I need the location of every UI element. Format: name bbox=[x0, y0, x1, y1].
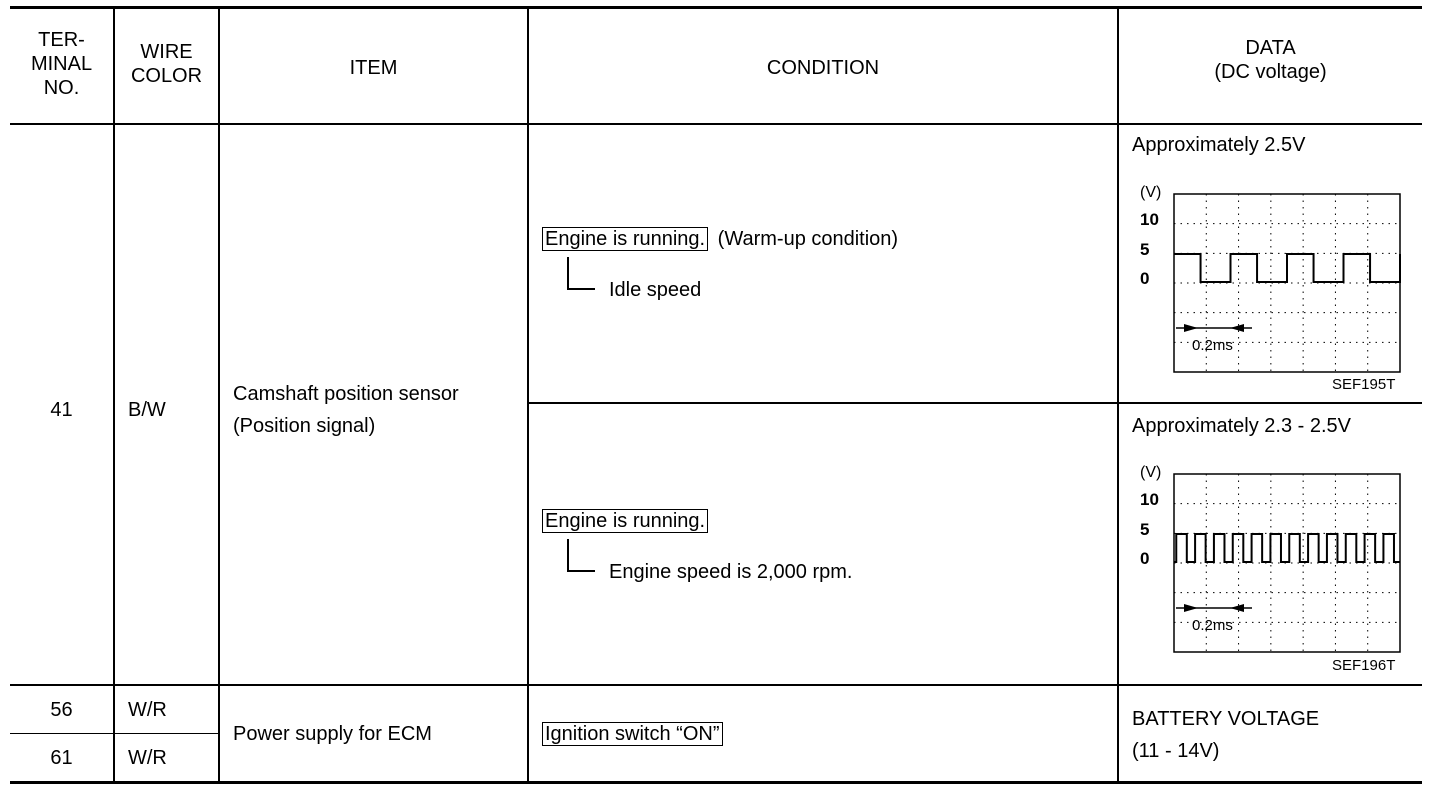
bracket-horiz-1 bbox=[567, 288, 595, 290]
figure-id-2: SEF196T bbox=[1332, 657, 1396, 674]
bracket-horiz-2 bbox=[567, 570, 595, 572]
scope-y-tick: 5 bbox=[1140, 240, 1150, 259]
header-data-line2: (DC voltage) bbox=[1214, 61, 1327, 83]
oscilloscope-waveform-2 bbox=[1130, 462, 1405, 657]
scope-time-label: 0.2ms bbox=[1192, 617, 1233, 634]
header-terminal-line2: MINAL bbox=[30, 53, 93, 75]
data-2-text: Approximately 2.3 - 2.5V bbox=[1132, 415, 1351, 437]
scope-waveform bbox=[1174, 254, 1400, 282]
scope-y-tick: 10 bbox=[1140, 490, 1159, 509]
battery-voltage-line1: BATTERY VOLTAGE bbox=[1132, 708, 1320, 730]
scope-y-tick: 5 bbox=[1140, 520, 1150, 539]
header-condition: CONDITION bbox=[766, 57, 880, 79]
condition-1-line bbox=[542, 227, 898, 251]
condition-divider bbox=[527, 402, 1422, 404]
warm-up-note: (Warm-up condition) bbox=[717, 228, 899, 250]
item-camshaft-line1: Camshaft position sensor bbox=[233, 383, 459, 405]
scope-unit-label: (V) bbox=[1140, 184, 1162, 201]
header-wire-line2: COLOR bbox=[130, 65, 203, 87]
wire-color-bw: B/W bbox=[128, 399, 166, 421]
engine-speed-2000: Engine speed is 2,000 rpm. bbox=[609, 561, 853, 583]
bracket-vert-2 bbox=[567, 539, 569, 571]
scope-unit-label: (V) bbox=[1140, 464, 1162, 481]
item-camshaft bbox=[233, 378, 459, 442]
header-terminal-line3: NO. bbox=[43, 77, 80, 99]
top-rule bbox=[10, 6, 1422, 9]
bottom-rule bbox=[10, 781, 1422, 784]
scope-waveform bbox=[1174, 534, 1400, 562]
ignition-switch-box: Ignition switch “ON” bbox=[542, 722, 723, 746]
scope-y-tick: 10 bbox=[1140, 210, 1159, 229]
idle-speed: Idle speed bbox=[609, 279, 702, 301]
header-data-line1: DATA bbox=[1245, 37, 1296, 59]
oscilloscope-waveform-1 bbox=[1130, 182, 1405, 377]
time-arrow-right bbox=[1184, 604, 1198, 612]
ignition-condition bbox=[542, 722, 723, 746]
bracket-vert-1 bbox=[567, 257, 569, 289]
item-camshaft-line2: (Position signal) bbox=[233, 415, 376, 437]
header-terminal bbox=[10, 28, 113, 100]
scope-y-tick: 0 bbox=[1140, 269, 1150, 288]
header-rule bbox=[10, 123, 1422, 125]
wire-color-61: W/R bbox=[128, 747, 167, 769]
time-arrow-left bbox=[1230, 604, 1244, 612]
terminal-61: 61 bbox=[50, 747, 73, 769]
header-terminal-line1: TER- bbox=[38, 29, 85, 51]
engine-running-box-1: Engine is running. bbox=[542, 227, 708, 251]
wire-color-56: W/R bbox=[128, 699, 167, 721]
time-arrow-left bbox=[1230, 324, 1244, 332]
header-item: ITEM bbox=[349, 57, 398, 79]
scope-time-label: 0.2ms bbox=[1192, 337, 1233, 354]
col-rule-3 bbox=[527, 8, 529, 783]
scope-y-tick: 0 bbox=[1140, 549, 1150, 568]
col-rule-4 bbox=[1117, 8, 1119, 783]
item-power-supply: Power supply for ECM bbox=[233, 723, 432, 745]
terminal-41: 41 bbox=[50, 399, 73, 421]
battery-voltage-line2: (11 - 14V) bbox=[1132, 740, 1220, 762]
battery-voltage bbox=[1132, 703, 1319, 767]
header-data bbox=[1119, 36, 1422, 84]
figure-id-1: SEF195T bbox=[1332, 376, 1396, 393]
time-arrow-right bbox=[1184, 324, 1198, 332]
row-rule bbox=[10, 684, 1422, 686]
terminal-56: 56 bbox=[50, 699, 73, 721]
col-rule-1 bbox=[113, 8, 115, 783]
col-rule-2 bbox=[218, 8, 220, 783]
header-wire-line1: WIRE bbox=[140, 41, 193, 63]
engine-running-box-2: Engine is running. bbox=[542, 509, 708, 533]
data-1-text: Approximately 2.5V bbox=[1132, 134, 1306, 156]
condition-2-line bbox=[542, 509, 708, 533]
header-wire-color bbox=[115, 40, 218, 88]
